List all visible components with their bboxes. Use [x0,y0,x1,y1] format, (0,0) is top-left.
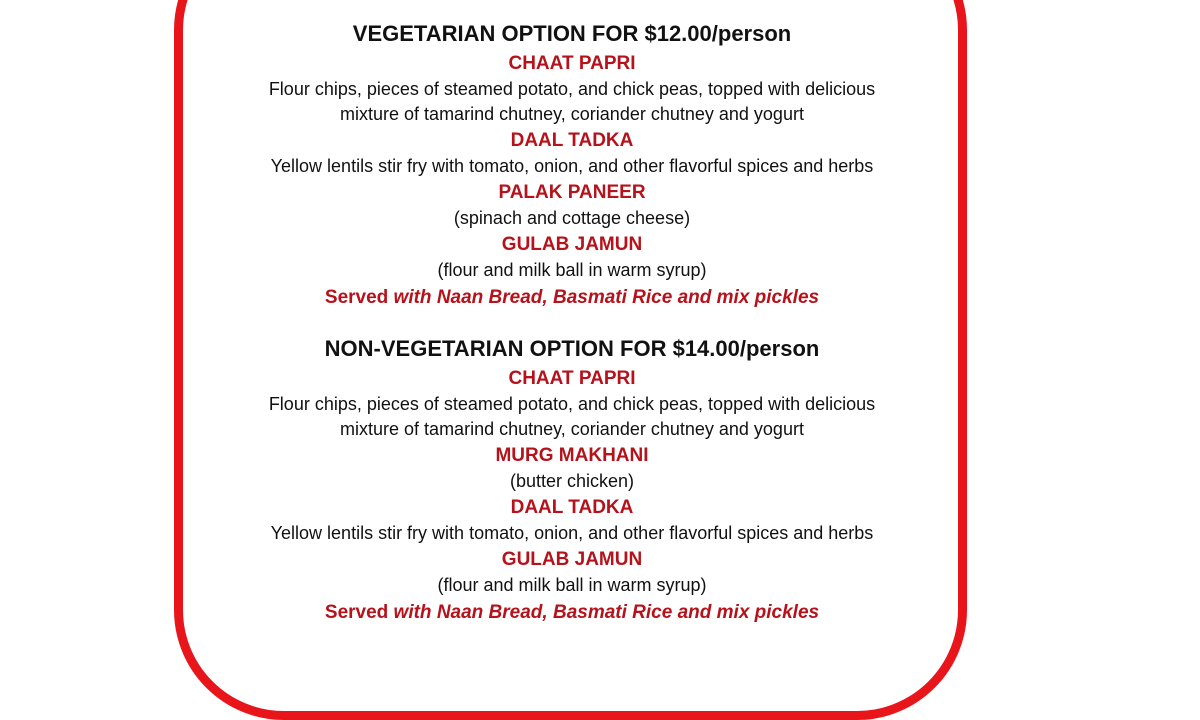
dish-name: CHAAT PAPRI [508,53,636,74]
dish-name: GULAB JAMUN [501,549,643,570]
dish-name: DAAL TADKA [510,130,634,151]
served-prefix: Served [324,287,389,308]
vegetarian-section [186,18,958,313]
served-prefix: Served [324,602,389,623]
dish-name: PALAK PANEER [498,182,646,203]
served-sides: with Naan Bread, Basmati Rice and mix pickles [393,287,820,308]
dish-name: MURG MAKHANI [495,445,649,466]
dish-description: mixture of tamarind chutney, coriander chutney and yogurt [340,104,804,124]
section-title: NON-VEGETARIAN OPTION FOR $14.00/person [324,336,820,361]
dish-description: mixture of tamarind chutney, coriander chutney and yogurt [340,419,804,439]
dish-name: CHAAT PAPRI [508,368,636,389]
served-sides: with Naan Bread, Basmati Rice and mix pickles [393,602,820,623]
dish-description: (flour and milk ball in warm syrup) [437,260,707,280]
menu-content [186,18,958,628]
section-title: VEGETARIAN OPTION FOR $12.00/person [352,21,792,46]
dish-name: GULAB JAMUN [501,234,643,255]
dish-description: Yellow lentils stir fry with tomato, onion, and other flavorful spices and herbs [270,156,874,176]
dish-description: Flour chips, pieces of steamed potato, and chick peas, topped with delicious [268,79,876,99]
dish-description: (butter chicken) [509,471,635,491]
dish-description: Yellow lentils stir fry with tomato, onion, and other flavorful spices and herbs [270,523,874,543]
dish-description: (spinach and cottage cheese) [453,208,691,228]
dish-name: DAAL TADKA [510,497,634,518]
served-with-line [186,283,958,313]
served-with-line [186,598,958,628]
dish-description: Flour chips, pieces of steamed potato, and chick peas, topped with delicious [268,394,876,414]
non-vegetarian-section [186,333,958,628]
dish-description: (flour and milk ball in warm syrup) [437,575,707,595]
